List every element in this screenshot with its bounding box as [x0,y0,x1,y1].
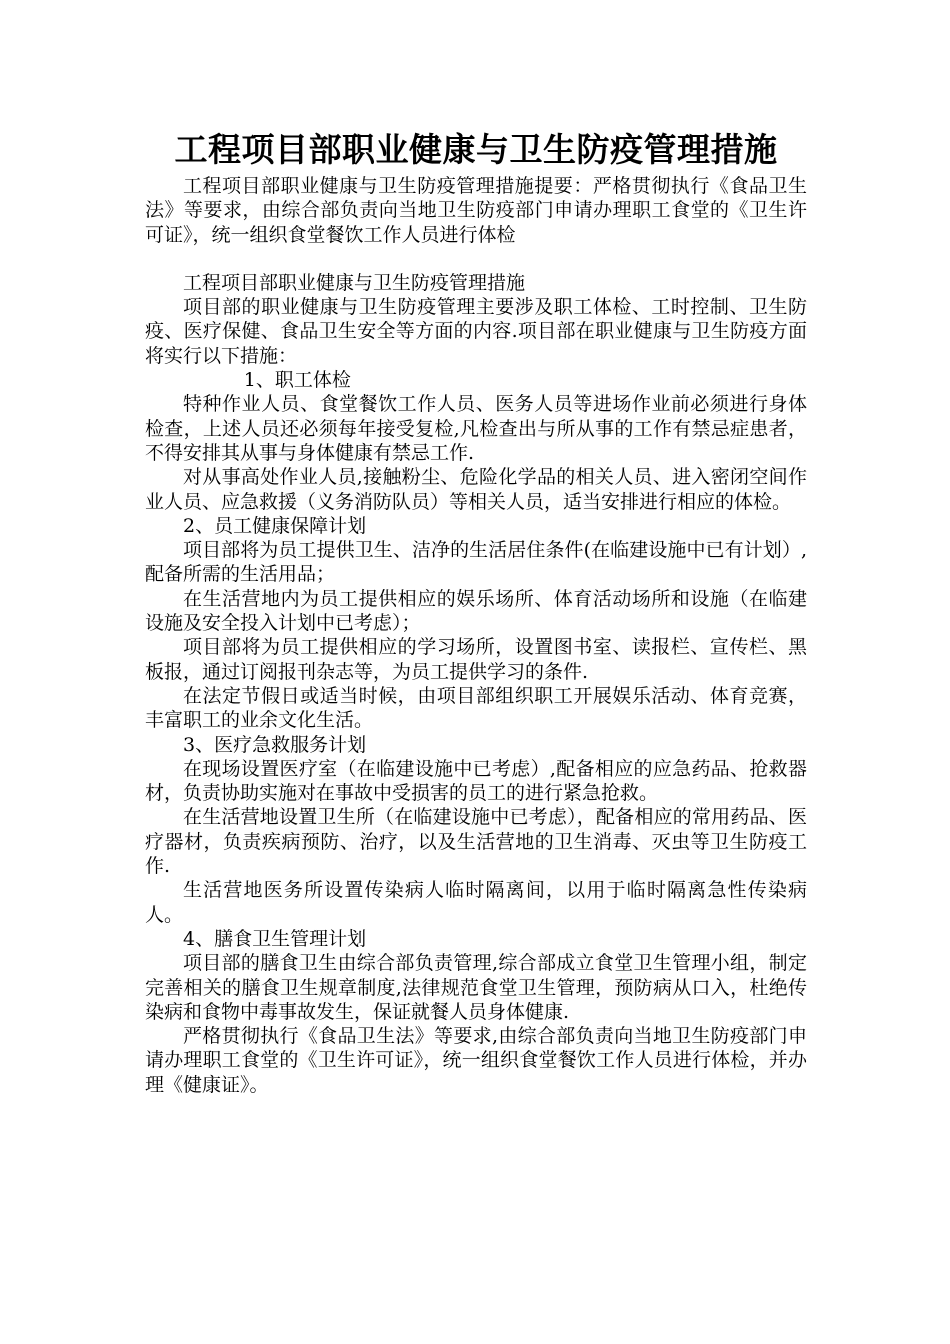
document-title: 工程项目部职业健康与卫生防疫管理措施 [174,130,778,169]
intro-paragraph: 项目部的职业健康与卫生防疫管理主要涉及职工体检、工时控制、卫生防疫、医疗保健、食品卫生安全等方面的内容.项目部在职业健康与卫生防疫方面将实行以下措施： [145,296,807,367]
section-4-paragraph-1: 项目部的膳食卫生由综合部负责管理,综合部成立食堂卫生管理小组，制定完善相关的膳食卫生规章制度,法律规范食堂卫生管理，预防病从口入，杜绝传染病和食物中毒事故发生，保证就餐人员身体健康. [145,952,807,1023]
section-heading-3: 3、医疗急救服务计划 [183,733,367,756]
section-2-paragraph-1: 项目部将为员工提供卫生、洁净的生活居住条件(在临建设施中已有计划）,配备所需的生活用品； [145,539,807,586]
section-3-paragraph-1: 在现场设置医疗室（在临建设施中已考虑）,配备相应的应急药品、抢救器材，负责协助实施对在事故中受损害的员工的进行紧急抢救。 [145,757,807,805]
subtitle: 工程项目部职业健康与卫生防疫管理措施 [183,271,526,294]
section-heading-4: 4、膳食卫生管理计划 [183,927,367,950]
document-page [145,128,807,1097]
blank-line [145,247,807,271]
section-4-paragraph-2: 严格贯彻执行《食品卫生法》等要求,由综合部负责向当地卫生防疫部门申请办理职工食堂的《卫生许可证》，统一组织食堂餐饮工作人员进行体检，并办理《健康证》。 [145,1025,807,1096]
section-heading-2: 2、员工健康保障计划 [183,514,367,537]
section-1-paragraph-1: 特种作业人员、食堂餐饮工作人员、医务人员等进场作业前必须进行身体检查，上述人员还必须每年接受复检,凡检查出与所从事的工作有禁忌症患者，不得安排其从事与身体健康有禁忌工作. [145,393,807,464]
section-heading-1: 1、职工体检 [243,369,351,392]
section-2-paragraph-2: 在生活营地内为员工提供相应的娱乐场所、体育活动场所和设施（在临建设施及安全投入计划中已考虑）； [145,587,807,635]
section-2-paragraph-4: 在法定节假日或适当时候，由项目部组织职工开展娱乐活动、体育竞赛，丰富职工的业余文化生活。 [145,684,807,732]
section-1-paragraph-2: 对从事高处作业人员,接触粉尘、危险化学品的相关人员、进入密闭空间作业人员、应急救援（义务消防队员）等相关人员，适当安排进行相应的体检。 [145,466,807,513]
section-3-paragraph-3: 生活营地医务所设置传染病人临时隔离间，以用于临时隔离急性传染病人。 [145,879,807,926]
section-3-paragraph-2: 在生活营地设置卫生所（在临建设施中已考虑），配备相应的常用药品、医疗器材，负责疾病预防、治疗，以及生活营地的卫生消毒、灭虫等卫生防疫工作. [145,806,807,878]
section-2-paragraph-3: 项目部将为员工提供相应的学习场所，设置图书室、读报栏、宣传栏、黑板报，通过订阅报刊杂志等，为员工提供学习的条件. [145,636,807,683]
summary-paragraph: 工程项目部职业健康与卫生防疫管理措施提要：严格贯彻执行《食品卫生法》等要求，由综合部负责向当地卫生防疫部门申请办理职工食堂的《卫生许可证》，统一组织食堂餐饮工作人员进行体检 [145,175,807,246]
